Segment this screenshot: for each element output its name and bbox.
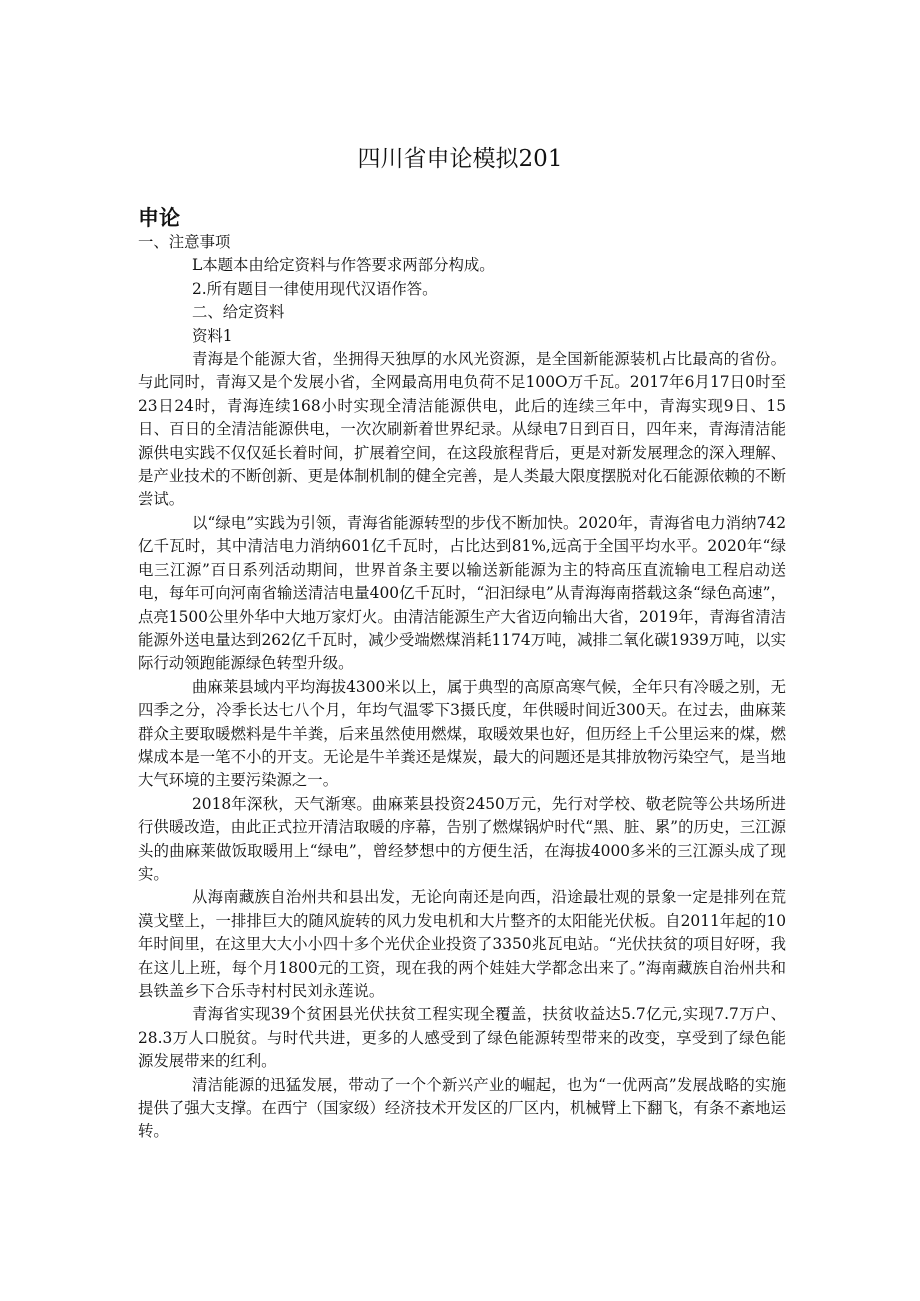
paragraph: 2018年深秋，天气渐寒。曲麻莱县投资2450万元，先行对学校、敬老院等公共场所进行供暖改造，由此正式拉开清洁取暖的序幕，告别了燃煤锅炉时代“黑、脏、累”的历史，三江源头的曲麻莱做饭取暖用上“绿电”，曾经梦想中的方便生活，在海拔4000多米的三江源头成了现实。 (138, 794, 786, 883)
materials-heading: 二、给定资料 (192, 303, 285, 322)
paragraph: 从海南藏族自治州共和县出发，无论向南还是向西，沿途最壮观的景象一定是排列在荒漠戈壁上，一排排巨大的随风旋转的风力发电机和大片整齐的太阳能光伏板。自2011年起的10年时间里，在这里大大小小四十多个光伏企业投资了3350兆瓦电站。“光伏扶贫的项目好呀，我在这儿上班，每个月1800元的工资，现在我的两个娃娃大学都念出来了。”海南藏族自治州共和县铁盖乡下合乐寺村村民刘永莲说。 (138, 888, 786, 1000)
paragraph: 以“绿电”实践为引领，青海省能源转型的步伐不断加快。2020年，青海省电力消纳742亿千瓦时，其中清洁电力消纳601亿千瓦时，占比达到81%,远高于全国平均水平。2020年“绿电三江源”百日系列活动期间，世界首条主要以输送新能源为主的特高压直流输电工程启动送电，每年可向河南省输送清洁电量400亿千瓦时，“汩汩绿电”从青海海南搭载这条“绿色高速”，点亮1500公里外华中大地万家灯火。由清洁能源生产大省迈向输出大省，2019年，青海省清洁能源外送电量达到262亿千瓦时，减少受端燃煤消耗1174万吨，减排二氧化碳1939万吨，以实际行动领跑能源绿色转型升级。 (138, 513, 786, 673)
notice-item: L本题本由给定资料与作答要求两部分构成。 (192, 256, 495, 275)
document-body (138, 231, 786, 1144)
paragraph: 清洁能源的迅猛发展，带动了一个个新兴产业的崛起，也为“一优两高”发展战略的实施提供了强大支撑。在西宁（国家级）经济技术开发区的厂区内，机械臂上下翻飞，有条不紊地运转。 (138, 1075, 786, 1141)
paragraph: 青海省实现39个贫困县光伏扶贫工程实现全覆盖，扶贫收益达5.7亿元,实现7.7万户、28.3万人口脱贫。与时代共进，更多的人感受到了绿色能源转型带来的改变，享受到了绿色能源发展带来的红利。 (138, 1005, 786, 1071)
document-title: 四川省申论模拟201 (357, 146, 563, 172)
section-heading: 申论 (138, 206, 180, 230)
paragraph: 曲麻莱县域内平均海拔4300米以上，属于典型的高原高寒气候，全年只有冷暖之别，无四季之分，冷季长达七八个月，年均气温零下3摄氏度，年供暖时间近300天。在过去，曲麻莱群众主要取暖燃料是牛羊粪，后来虽然使用燃煤，取暖效果也好，但历经上千公里运来的煤，燃煤成本是一笔不小的开支。无论是牛羊粪还是煤炭，最大的问题还是其排放物污染空气，是当地大气环境的主要污染源之一。 (138, 677, 786, 790)
material-label: 资料1 (192, 326, 233, 345)
notice-item: 2.所有题目一律使用现代汉语作答。 (192, 279, 438, 298)
paragraph: 青海是个能源大省，坐拥得天独厚的水风光资源，是全国新能源装机占比最高的省份。与此同时，青海又是个发展小省，全网最高用电负荷不足100O万千瓦。2017年6月17日0时至23日24时，青海连续168小时实现全清洁能源供电，此后的连续三年中，青海实现9日、15日、百日的全清洁能源供电，一次次刷新着世界纪录。从绿电7日到百日，四年来，青海清洁能源供电实践不仅仅延长着时间，扩展着空间，在这段旅程背后，更是对新发展理念的深入理解、是产业技术的不断创新、更是体制机制的健全完善，是人类最大限度摆脱对化石能源依赖的不断尝试。 (138, 350, 786, 509)
notice-heading: 一、注意事项 (138, 233, 231, 251)
